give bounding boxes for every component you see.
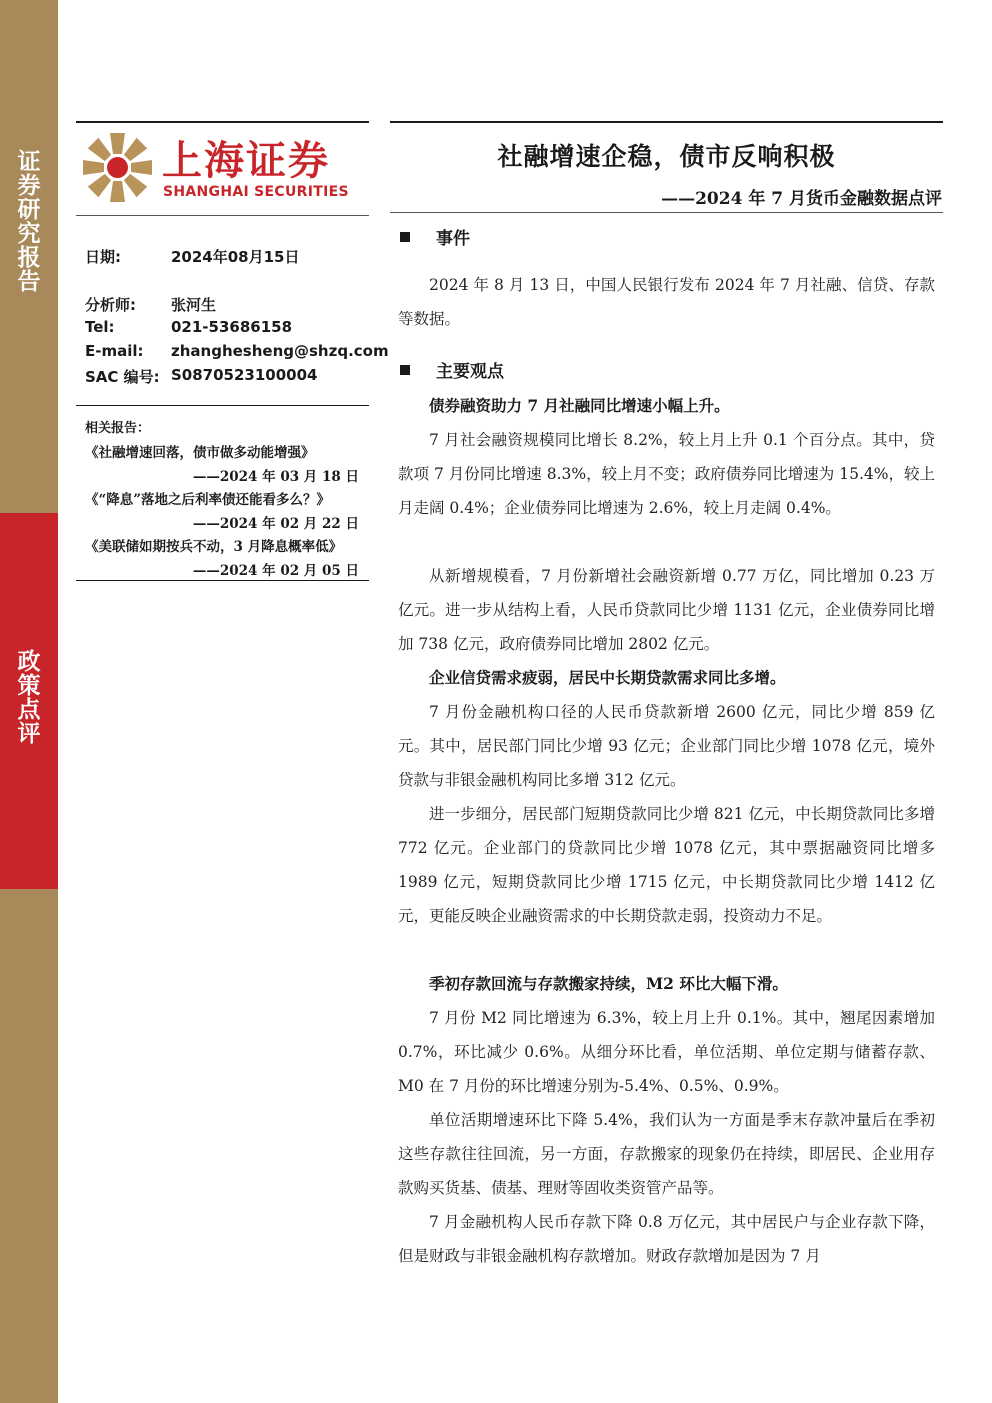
analyst-label: 分析师: — [85, 296, 136, 314]
report-subtitle: ——2024 年 7 月货币金融数据点评 — [661, 189, 942, 209]
event-paragraph: 2024 年 8 月 13 日，中国人民银行发布 2024 年 7 月社融、信贷、存款等数据。 — [398, 276, 935, 328]
related-top-rule — [76, 405, 369, 406]
email-value[interactable]: zhanghesheng@shzq.com — [171, 342, 389, 360]
side-label-report-type: 证 券 研 究 报 告 — [17, 149, 41, 295]
section-heading-event: 事件 — [400, 224, 470, 249]
paragraph-5: 7 月份 M2 同比增速为 6.3%，较上月上升 0.1%。其中，翘尾因素增加 0.7%，环比减少 0.6%。从细分环比看，单位活期、单位定期与储蓄存款、M0 在 7 月份的环比增速分别为-5.4%、0.5%、0.9%。 — [398, 1009, 935, 1095]
date-label: 日期: — [85, 248, 121, 266]
related-report-title[interactable]: 《“降息”落地之后利率债还能看多么？》 — [85, 492, 331, 508]
related-report-date: ——2024 年 02 月 05 日 — [192, 563, 359, 579]
section-heading-views: 主要观点 — [400, 357, 504, 382]
paragraph-7: 7 月金融机构人民币存款下降 0.8 万亿元，其中居民户与企业存款下降，但是财政与非银金融机构存款增加。财政存款增加是因为 7 月 — [398, 1213, 935, 1265]
logo-bottom-rule — [76, 215, 369, 216]
title-bottom-rule — [390, 212, 943, 213]
related-bottom-rule — [76, 580, 369, 581]
paragraph-3: 7 月份金融机构口径的人民币贷款新增 2600 亿元，同比少增 859 亿元。其中，居民部门同比少增 93 亿元；企业部门同比少增 1078 亿元，境外贷款与非银金融机构同比多增 312 亿元。 — [398, 703, 935, 789]
company-logo-icon — [80, 130, 155, 205]
sac-label: SAC 编号: — [85, 368, 160, 386]
lead-sentence-2: 企业信贷需求疲弱，居民中长期贷款需求同比多增。 — [429, 668, 786, 687]
related-report-date: ——2024 年 02 月 22 日 — [192, 516, 359, 532]
tel-value: 021-53686158 — [171, 318, 293, 336]
logo-name-cn: 上海证券 — [162, 138, 330, 184]
analyst-value: 张河生 — [171, 296, 217, 314]
sac-value: S0870523100004 — [171, 366, 318, 384]
paragraph-1: 7 月社会融资规模同比增长 8.2%，较上月上升 0.1 个百分点。其中，贷款项 7 月份同比增速 8.3%，较上月不变；政府债券同比增速为 15.4%，较上月走阔 0.4%；企业债券同比增速为 2.6%，较上月走阔 0.4%。 — [398, 431, 935, 517]
paragraph-4: 进一步细分，居民部门短期贷款同比少增 821 亿元，中长期贷款同比多增 772 亿元。企业部门的贷款同比少增 1078 亿元，其中票据融资同比增多 1989 亿元，短期贷款同比少增 1715 亿元，中长期贷款同比少增 1412 亿元，更能反映企业融资需求的中长期贷款走弱，投资动力不足。 — [398, 805, 935, 925]
paragraph-2: 从新增规模看，7 月份新增社会融资新增 0.77 万亿，同比增加 0.23 万亿元。进一步从结构上看，人民币贷款同比少增 1131 亿元，企业债券同比增加 738 亿元，政府债券同比增加 2802 亿元。 — [398, 567, 935, 653]
email-label: E-mail: — [85, 342, 144, 360]
related-report-date: ——2024 年 03 月 18 日 — [192, 469, 359, 485]
bullet-square-icon — [400, 232, 410, 242]
side-label-category: 政 策 点 评 — [17, 649, 41, 747]
related-report-title[interactable]: 《美联储如期按兵不动，3 月降息概率低》 — [85, 539, 343, 555]
date-value: 2024年08月15日 — [171, 248, 300, 266]
tel-label: Tel: — [85, 318, 115, 336]
logo-name-en: SHANGHAI SECURITIES — [163, 184, 349, 200]
paragraph-6: 单位活期增速环比下降 5.4%，我们认为一方面是季末存款冲量后在季初这些存款往往回流，另一方面，存款搬家的现象仍在持续，即居民、企业用存款购买货基、债基、理财等固收类资管产品等。 — [398, 1111, 935, 1197]
bullet-square-icon — [400, 365, 410, 375]
lead-sentence-3: 季初存款回流与存款搬家持续，M2 环比大幅下滑。 — [429, 974, 788, 993]
lead-sentence-1: 债券融资助力 7 月社融同比增速小幅上升。 — [429, 396, 730, 415]
logo-top-rule — [76, 121, 369, 123]
report-title: 社融增速企稳，债市反响积极 — [497, 142, 836, 171]
related-reports-heading: 相关报告： — [85, 421, 151, 436]
related-report-title[interactable]: 《社融增速回落，债市做多动能增强》 — [85, 445, 315, 461]
title-top-rule — [390, 121, 943, 123]
